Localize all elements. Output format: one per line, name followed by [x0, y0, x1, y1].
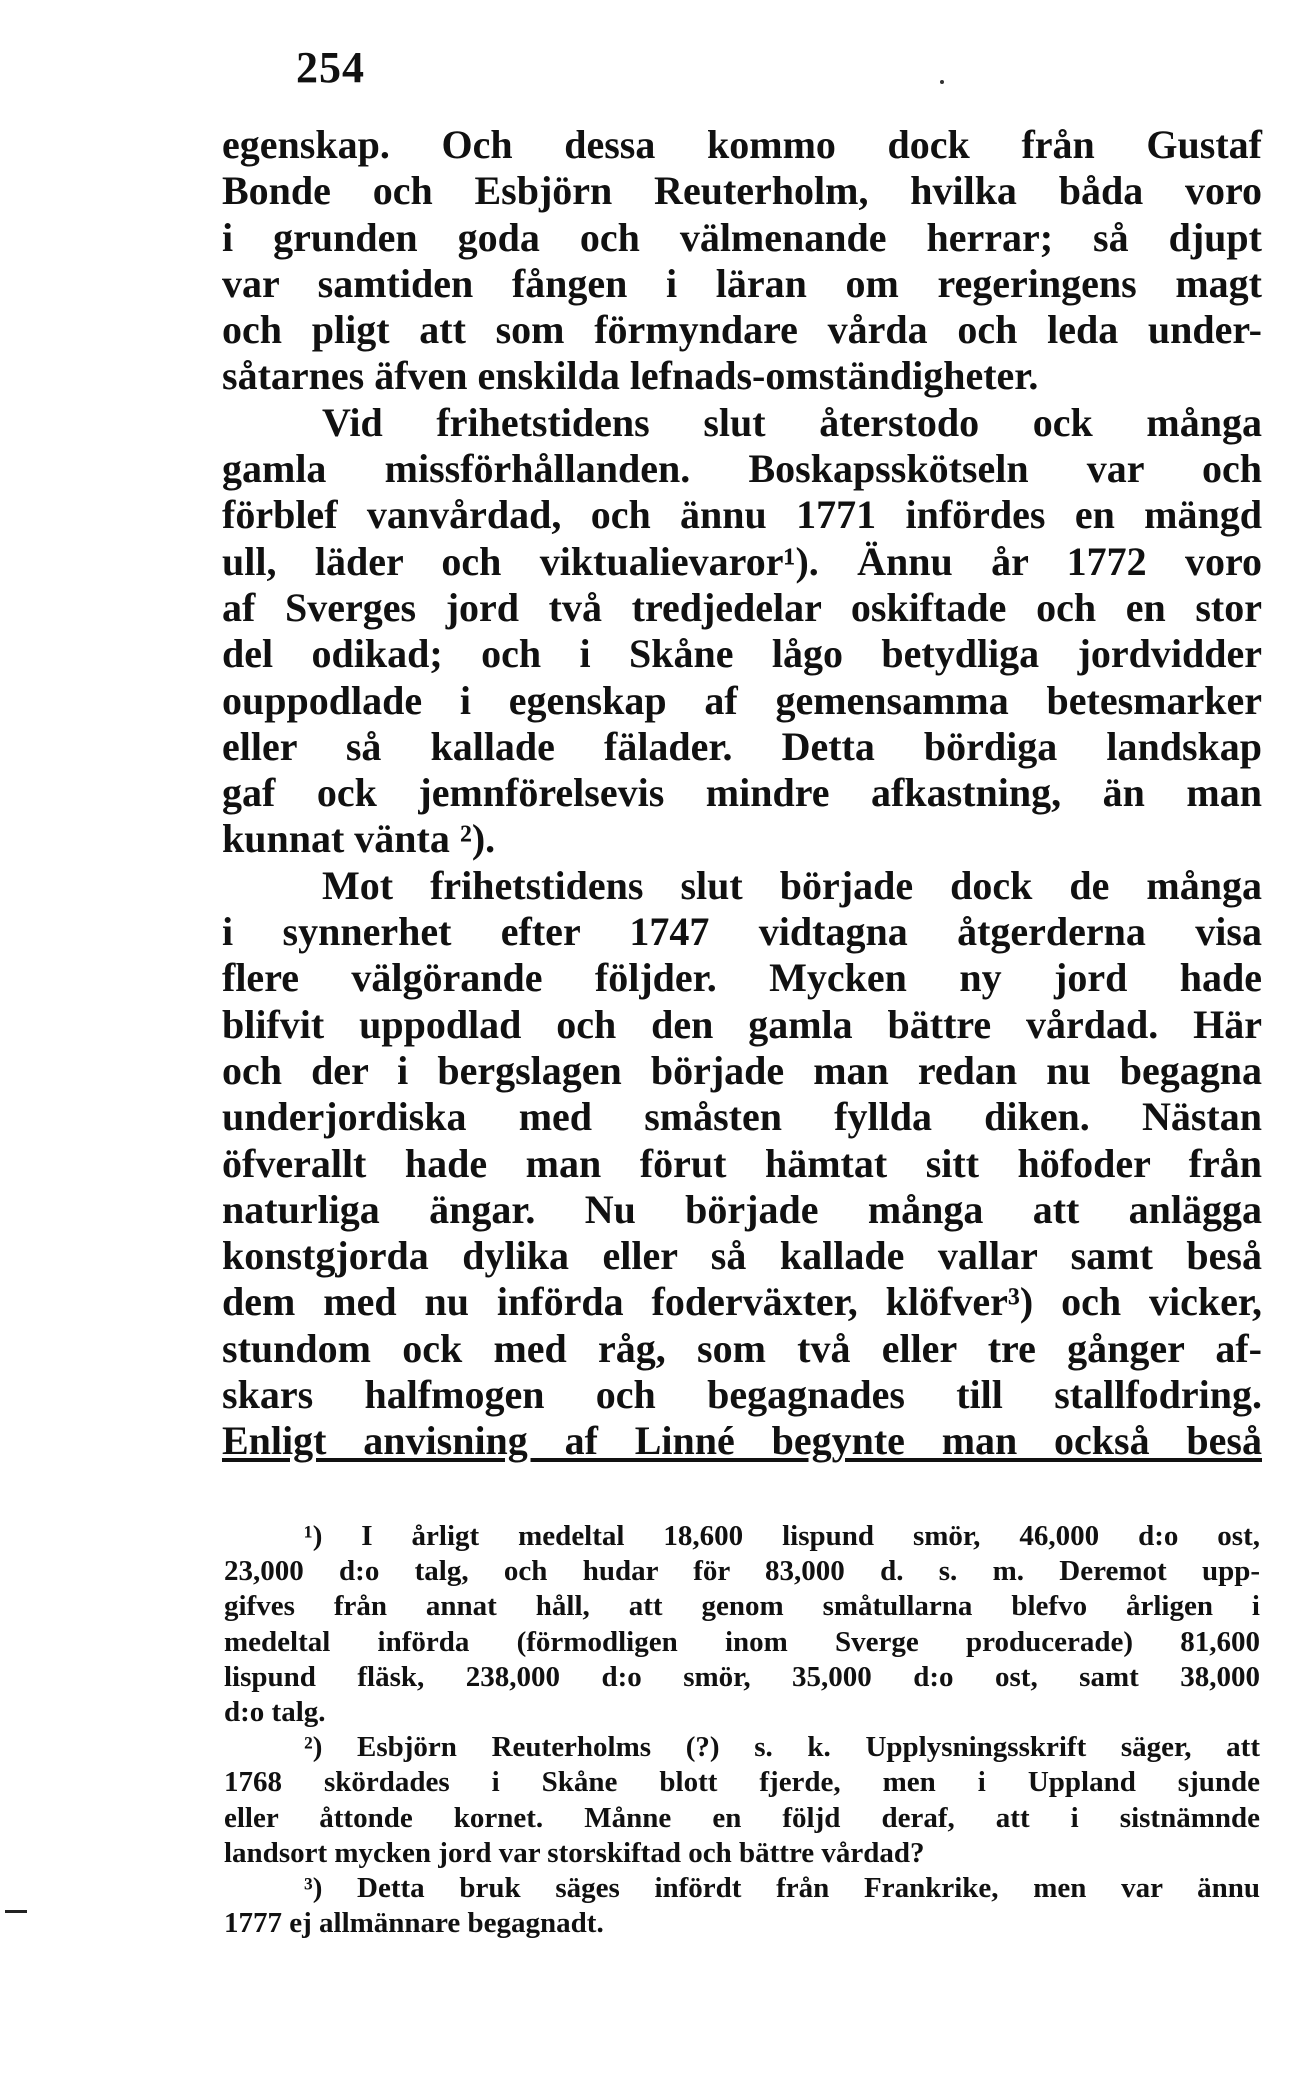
body-line: i grunden goda och välmenande herrar; så djupt: [222, 214, 1262, 260]
body-line: del odikad; och i Skåne lågo betydliga jordvidder: [222, 631, 1262, 677]
body-line: öfverallt hade man förut hämtat sitt höfoder från: [222, 1140, 1262, 1186]
body-line: dem med nu införda foderväxter, klöfver³) och vicker,: [222, 1279, 1262, 1325]
footnote-3-line: ³) Detta bruk säges infördt från Frankrike, men var ännu: [304, 1871, 1260, 1904]
body-line: skars halfmogen och begagnades till stallfodring.: [222, 1372, 1262, 1418]
body-line: i synnerhet efter 1747 vidtagna åtgerderna visa: [222, 909, 1262, 955]
body-line: Bonde och Esbjörn Reuterholm, hvilka båda voro: [222, 168, 1262, 214]
footnote-1-line: ¹) I årligt medeltal 18,600 lispund smör, 46,000 d:o ost,: [304, 1520, 1260, 1552]
body-line: förblef vanvårdad, och ännu 1771 infördes en mängd: [222, 492, 1262, 538]
paragraph-start-line: Mot frihetstidens slut började dock de många: [322, 862, 1262, 908]
footnote-line: 23,000 d:o talg, och hudar för 83,000 d. s. m. Deremot upp-: [224, 1555, 1260, 1588]
footnote-line: 1777 ej allmännare begagnadt.: [224, 1907, 604, 1940]
body-line: konstgjorda dylika eller så kallade vallar samt beså: [222, 1233, 1262, 1279]
footnote-line: d:o talg.: [224, 1695, 326, 1728]
margin-dash-mark: [5, 1910, 27, 1913]
body-line: gaf ock jemnförelsevis mindre afkastning, än man: [222, 770, 1262, 816]
body-line: blifvit uppodlad och den gamla bättre vårdad. Här: [222, 1001, 1262, 1047]
body-line: af Sverges jord två tredjedelar oskiftade och en stor: [222, 584, 1262, 630]
footnote-2-line: ²) Esbjörn Reuterholms (?) s. k. Upplysningsskrift säger, att: [304, 1731, 1260, 1764]
footnote-line: landsort mycken jord var storskiftad och bättre vårdad?: [224, 1836, 925, 1869]
footnote-line: medeltal införda (förmodligen inom Sverge producerade) 81,600: [224, 1625, 1260, 1658]
body-line: naturliga ängar. Nu började många att anlägga: [222, 1186, 1262, 1232]
footnotes: [224, 1519, 1260, 1941]
paragraph-start-line: Vid frihetstidens slut återstodo ock många: [322, 399, 1262, 445]
margin-speck: [940, 80, 944, 84]
footnote-line: 1768 skördades i Skåne blott fjerde, men i Uppland sjunde: [224, 1766, 1260, 1799]
body-line: eller så kallade fälader. Detta bördiga landskap: [222, 723, 1262, 769]
body-line: egenskap. Och dessa kommo dock från Gustaf: [222, 122, 1262, 167]
body-line: Enligt anvisning af Linné begynte man också beså: [222, 1418, 1262, 1464]
body-line: stundom ock med råg, som två eller tre gånger af-: [222, 1325, 1262, 1371]
body-line: ouppodlade i egenskap af gemensamma betesmarker: [222, 677, 1262, 723]
footnote-line: eller åttonde kornet. Månne en följd deraf, att i sistnämnde: [224, 1801, 1260, 1834]
body-text: [222, 122, 1262, 1465]
footnote-line: gifves från annat håll, att genom småtullarna blefvo årligen i: [224, 1590, 1260, 1623]
body-line: ull, läder och viktualievaror¹). Ännu år 1772 voro: [222, 538, 1262, 584]
body-line: underjordiska med småsten fyllda diken. Nästan: [222, 1094, 1262, 1140]
body-line: flere välgörande följder. Mycken ny jord hade: [222, 955, 1262, 1001]
body-line: gamla missförhållanden. Boskapsskötseln var och: [222, 446, 1262, 492]
body-line: såtarnes äfven enskilda lefnads-omständigheter.: [222, 353, 1039, 399]
page-number: 254: [296, 43, 365, 92]
body-line: och pligt att som förmyndare vårda och leda under-: [222, 307, 1262, 353]
body-line: och der i bergslagen började man redan nu begagna: [222, 1047, 1262, 1093]
footnote-line: lispund fläsk, 238,000 d:o smör, 35,000 d:o ost, samt 38,000: [224, 1660, 1260, 1693]
body-line: var samtiden fången i läran om regeringens magt: [222, 260, 1262, 306]
body-line: kunnat vänta ²).: [222, 816, 496, 862]
